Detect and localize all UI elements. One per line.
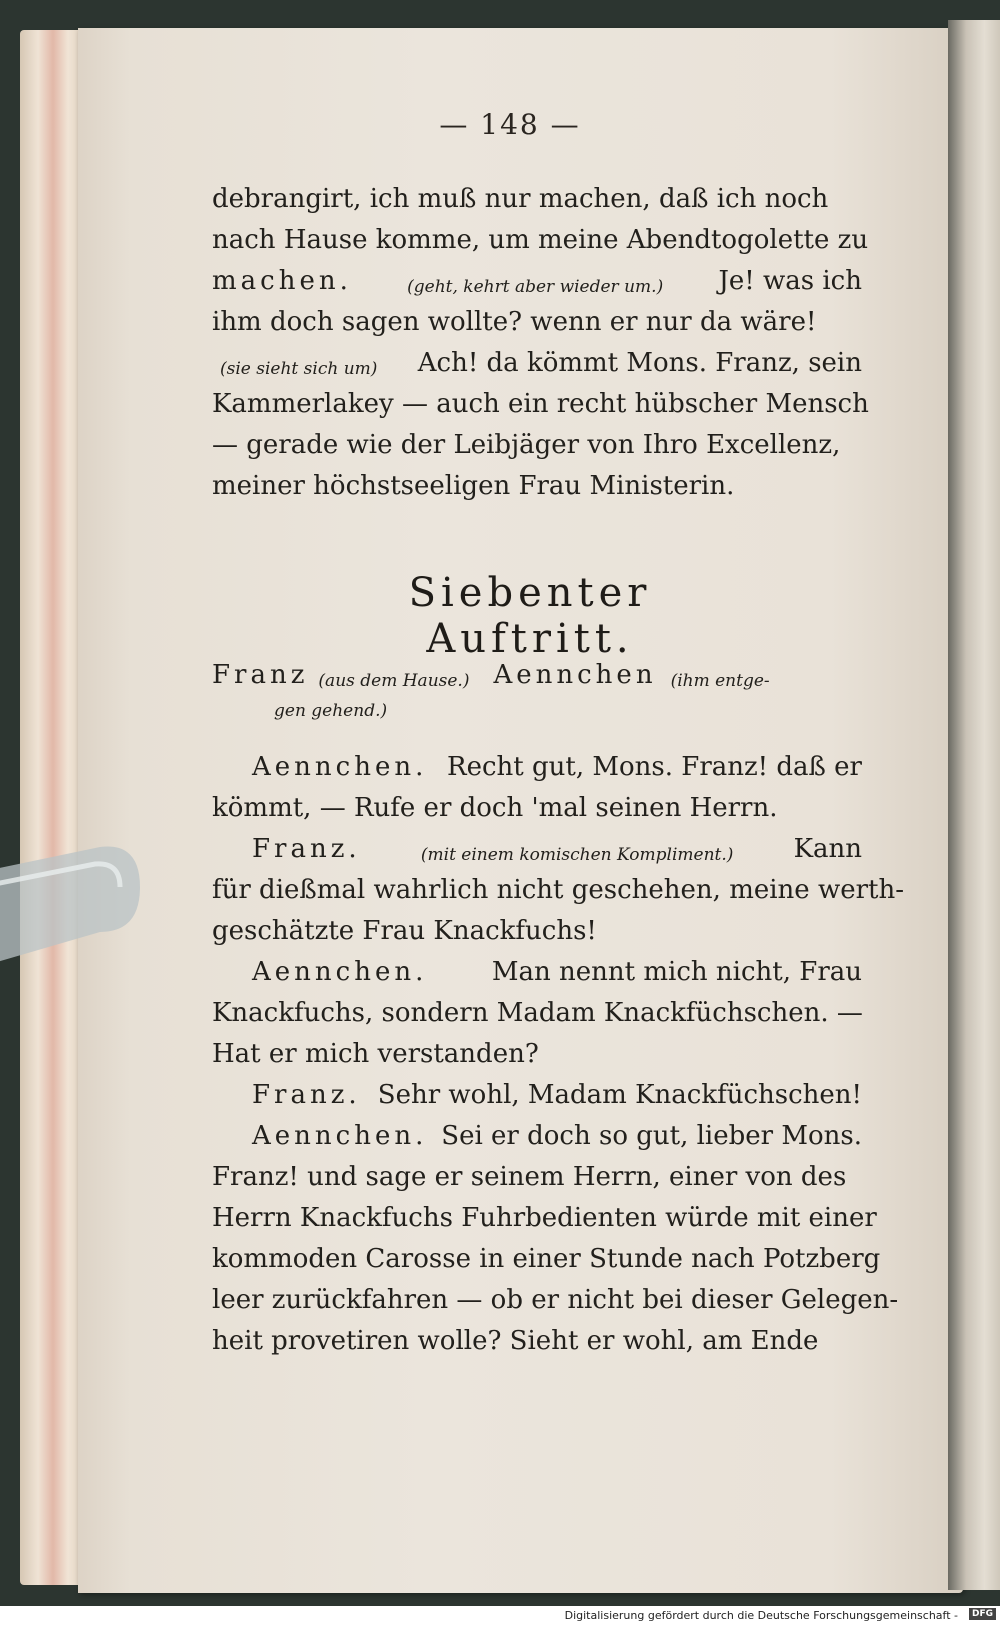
stage-direction: (geht, kehrt aber wieder um.) xyxy=(407,277,664,297)
line-text: Hat er mich verstanden? xyxy=(212,1039,539,1069)
stage-direction: (ihm entge- xyxy=(670,671,770,691)
line-text: Knackfuchs, sondern Madam Knackfüchschen. — xyxy=(212,998,863,1028)
text-line xyxy=(212,387,869,421)
stage-direction: (sie sieht sich um) xyxy=(220,359,378,379)
text-line xyxy=(212,1324,862,1358)
stage-direction: (mit einem komischen Kompliment.) xyxy=(420,845,734,865)
text-line xyxy=(212,996,862,1030)
speaker-name: Franz. xyxy=(252,834,361,864)
line-text: leer zurückfahren — ob er nicht bei dieser Gelegen- xyxy=(212,1285,899,1315)
line-text: kommoden Carosse in einer Stunde nach Potzberg xyxy=(212,1244,881,1274)
line-text: heit provetiren wolle? Sieht er wohl, am Ende xyxy=(212,1326,819,1356)
character-name: Franz xyxy=(212,660,309,690)
line-text: Herrn Knackfuchs Fuhrbedienten würde mit einer xyxy=(212,1203,877,1233)
text-line xyxy=(212,1119,862,1153)
line-text: Kann xyxy=(793,834,862,864)
page-number: — 148 — xyxy=(439,108,581,141)
right-page-fold xyxy=(948,20,1000,1590)
character-name: Aennchen xyxy=(493,660,657,690)
line-text: für dießmal wahrlich nicht geschehen, meine werth- xyxy=(212,875,904,905)
line-text: — gerade wie der Leibjäger von Ihro Excellenz, xyxy=(212,430,841,460)
text-line xyxy=(212,1078,862,1112)
line-text: Kammerlakey — auch ein recht hübscher Mensch xyxy=(212,389,869,419)
page-stack-edge xyxy=(20,30,80,1585)
cast-line xyxy=(212,658,862,698)
line-text: Man nennt mich nicht, Frau xyxy=(491,957,862,987)
text-line xyxy=(212,469,862,503)
digitization-footer xyxy=(0,1606,1000,1626)
stage-direction: (aus dem Hause.) xyxy=(318,671,470,691)
text-line xyxy=(212,955,862,989)
speaker-name: Aennchen. xyxy=(252,957,428,987)
line-text: meiner höchstseeligen Frau Ministerin. xyxy=(212,471,735,501)
text-line xyxy=(212,914,862,948)
text-line xyxy=(212,305,862,339)
text-line xyxy=(212,1242,881,1276)
text-line xyxy=(212,1283,899,1317)
line-text: geschätzte Frau Knackfuchs! xyxy=(212,916,597,946)
line-text: Ach! da kömmt Mons. Franz, sein xyxy=(417,348,862,378)
text-line xyxy=(212,223,869,257)
footer-text: Digitalisierung gefördert durch die Deutsche Forschungsgemeinschaft - xyxy=(564,1609,958,1622)
line-text: ihm doch sagen wollte? wenn er nur da wäre! xyxy=(212,307,817,337)
line-text: Recht gut, Mons. Franz! daß er xyxy=(447,752,862,782)
line-text: kömmt, — Rufe er doch 'mal seinen Herrn. xyxy=(212,793,778,823)
text-line xyxy=(212,264,862,304)
text-line xyxy=(212,1160,862,1194)
text-line xyxy=(212,1201,877,1235)
speaker-name: Aennchen. xyxy=(252,1121,428,1151)
line-text: debrangirt, ich muß nur machen, daß ich noch xyxy=(212,184,829,214)
line-text: Sei er doch so gut, lieber Mons. xyxy=(441,1121,862,1151)
line-text: Sehr wohl, Madam Knackfüchschen! xyxy=(377,1080,862,1110)
line-text: nach Hause komme, um meine Abendtogolette zu xyxy=(212,225,869,255)
scene-heading: Siebenter Auftritt. xyxy=(408,570,652,662)
text-line xyxy=(212,791,862,825)
speaker-name: Franz. xyxy=(252,1080,361,1110)
speaker-name: Aennchen. xyxy=(252,752,428,782)
dfg-logo: DFG xyxy=(969,1608,996,1620)
line-text: Je! was ich xyxy=(718,266,862,296)
text-line xyxy=(212,346,862,386)
speaker-name: machen. xyxy=(212,266,352,296)
text-line xyxy=(212,1037,862,1071)
line-text: Franz! und sage er seinem Herrn, einer von des xyxy=(212,1162,847,1192)
text-line xyxy=(212,750,862,784)
text-line xyxy=(212,832,862,872)
glass-weight xyxy=(0,832,150,972)
text-line xyxy=(212,182,862,216)
cast-line: gen gehend.) xyxy=(274,701,388,721)
text-line xyxy=(212,873,904,907)
text-line xyxy=(212,428,862,462)
